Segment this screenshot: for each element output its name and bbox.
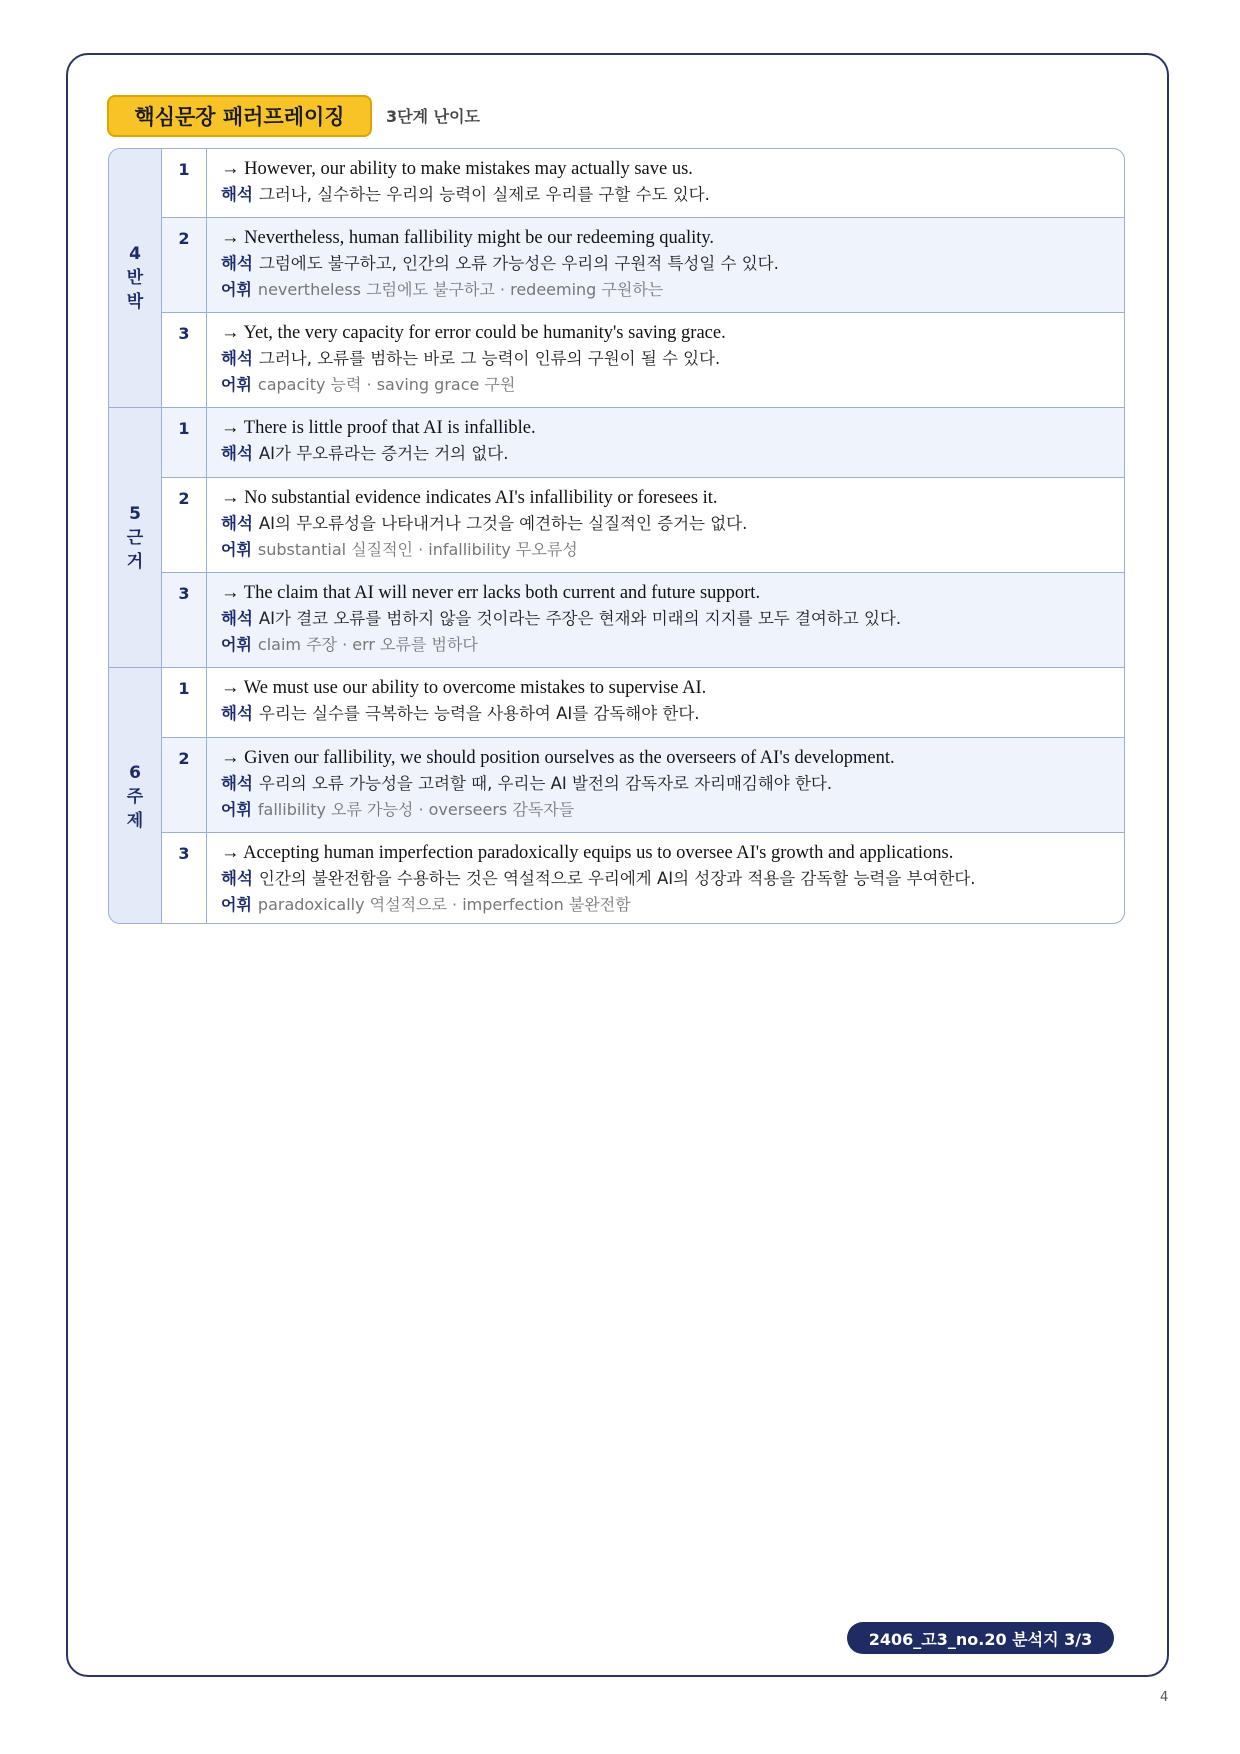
- section-title-badge: 핵심문장 패러프레이징: [107, 95, 372, 137]
- vocabulary-text: nevertheless 그럼에도 불구하고 · redeeming 구원하는: [257, 280, 664, 299]
- translation-tag: 해석: [221, 254, 253, 273]
- english-sentence: → Given our fallibility, we should position ourselves as the overseers of AI's development.: [221, 748, 895, 768]
- group-char: 주: [126, 786, 144, 807]
- row-number: 2: [162, 218, 207, 312]
- translation-text: 그러나, 오류를 범하는 바로 그 능력이 인류의 구원이 될 수 있다.: [258, 349, 721, 368]
- vocabulary-text: fallibility 오류 가능성 · overseers 감독자들: [257, 800, 575, 819]
- vocabulary-tag: 어휘: [221, 800, 252, 819]
- row-number: 2: [162, 738, 207, 832]
- table-row: [162, 149, 1124, 217]
- group-label: [109, 408, 162, 667]
- table-row: [162, 832, 1124, 924]
- group-char: 거: [126, 551, 144, 572]
- table-row: [162, 668, 1124, 737]
- group-char: 근: [126, 527, 144, 548]
- english-sentence: → The claim that AI will never err lacks both current and future support.: [221, 583, 761, 603]
- group-label: [109, 668, 162, 924]
- group-theme: [109, 668, 1124, 924]
- row-number: 1: [162, 408, 207, 477]
- translation-tag: 해석: [221, 774, 253, 793]
- vocabulary-text: claim 주장 · err 오류를 범하다: [257, 635, 478, 654]
- difficulty-label: 3단계 난이도: [386, 107, 480, 126]
- page-number: 4: [1160, 1690, 1169, 1705]
- group-label: [109, 149, 162, 407]
- group-char: 제: [126, 810, 144, 831]
- group-char: 박: [126, 292, 144, 312]
- english-sentence: → There is little proof that AI is infallible.: [221, 418, 536, 438]
- group-number: 5: [129, 503, 141, 524]
- translation-text: AI가 결코 오류를 범하지 않을 것이라는 주장은 현재와 미래의 지지를 모두 결여하고 있다.: [258, 609, 902, 628]
- paraphrase-table: [108, 148, 1125, 924]
- row-number: 3: [162, 833, 207, 924]
- english-sentence: → However, our ability to make mistakes may actually save us.: [221, 159, 693, 179]
- english-sentence: → We must use our ability to overcome mistakes to supervise AI.: [221, 678, 707, 698]
- english-sentence: → Yet, the very capacity for error could be humanity's saving grace.: [221, 323, 726, 343]
- vocabulary-tag: 어휘: [221, 635, 252, 654]
- vocabulary-tag: 어휘: [221, 375, 252, 394]
- row-number: 2: [162, 478, 207, 572]
- translation-tag: 해석: [221, 185, 253, 204]
- row-number: 1: [162, 668, 207, 737]
- translation-tag: 해석: [221, 869, 253, 888]
- english-sentence: → Accepting human imperfection paradoxically equips us to oversee AI's growth and applications.: [221, 843, 954, 863]
- translation-text: AI가 무오류라는 증거는 거의 없다.: [258, 444, 509, 463]
- vocabulary-text: substantial 실질적인 · infallibility 무오류성: [257, 540, 578, 559]
- row-number: 3: [162, 313, 207, 407]
- group-evidence: [109, 408, 1124, 667]
- table-row: [162, 572, 1124, 667]
- group-number: 6: [129, 762, 141, 783]
- translation-text: 그럼에도 불구하고, 인간의 오류 가능성은 우리의 구원적 특성일 수 있다.: [258, 254, 779, 273]
- row-number: 1: [162, 149, 207, 217]
- translation-tag: 해석: [221, 704, 253, 723]
- translation-tag: 해석: [221, 444, 253, 463]
- translation-tag: 해석: [221, 349, 253, 368]
- english-sentence: → Nevertheless, human fallibility might be our redeeming quality.: [221, 228, 715, 248]
- translation-text: 그러나, 실수하는 우리의 능력이 실제로 우리를 구할 수도 있다.: [258, 185, 710, 204]
- translation-tag: 해석: [221, 514, 253, 533]
- translation-tag: 해석: [221, 609, 253, 628]
- vocabulary-text: paradoxically 역설적으로 · imperfection 불완전함: [257, 895, 631, 914]
- translation-text: 우리는 실수를 극복하는 능력을 사용하여 AI를 감독해야 한다.: [258, 704, 700, 723]
- table-row: [162, 217, 1124, 312]
- vocabulary-tag: 어휘: [221, 540, 252, 559]
- table-row: [162, 312, 1124, 407]
- vocabulary-tag: 어휘: [221, 895, 252, 914]
- table-row: [162, 477, 1124, 572]
- document-id-badge: 2406_고3_no.20 분석지 3/3: [847, 1622, 1114, 1654]
- group-char: 반: [126, 268, 144, 288]
- translation-text: 우리의 오류 가능성을 고려할 때, 우리는 AI 발전의 감독자로 자리매김해야 한다.: [258, 774, 833, 793]
- group-rebuttal: [109, 149, 1124, 407]
- translation-text: 인간의 불완전함을 수용하는 것은 역설적으로 우리에게 AI의 성장과 적용을 감독할 능력을 부여한다.: [258, 869, 976, 888]
- vocabulary-tag: 어휘: [221, 280, 252, 299]
- vocabulary-text: capacity 능력 · saving grace 구원: [257, 375, 516, 394]
- table-row: [162, 737, 1124, 832]
- row-number: 3: [162, 573, 207, 667]
- group-number: 4: [129, 244, 141, 264]
- translation-text: AI의 무오류성을 나타내거나 그것을 예견하는 실질적인 증거는 없다.: [258, 514, 748, 533]
- english-sentence: → No substantial evidence indicates AI's infallibility or foresees it.: [221, 488, 718, 508]
- table-row: [162, 408, 1124, 477]
